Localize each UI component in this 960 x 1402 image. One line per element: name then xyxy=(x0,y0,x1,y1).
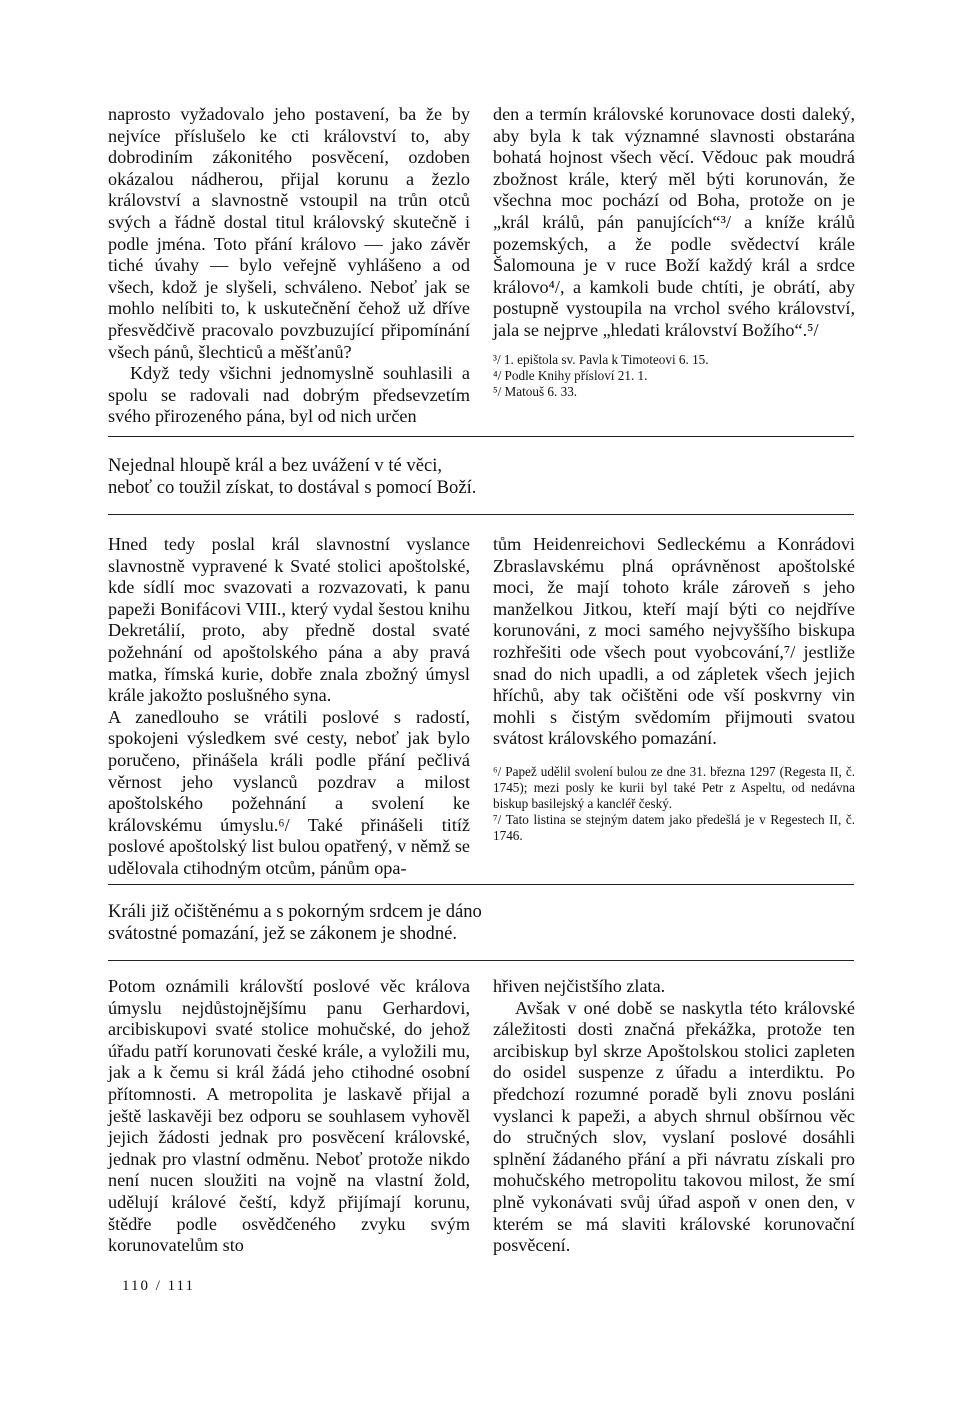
footnotes xyxy=(493,352,855,400)
section2-right-column xyxy=(493,534,855,844)
page-number: 110 / 111 xyxy=(122,1278,195,1294)
section3-right-column xyxy=(493,976,855,1257)
paragraph: A zanedlouho se vrátili poslové s radostí, spokojeni výsledkem své cesty, neboť jak bylo poručeno, přinášela králi podle přání pečlivá věrnost jeho vyslanců pozdrav a milost apoštolského požehnání a svolení ke královskému úmyslu.⁶/ Také přinášeli titíž poslové apoštolský list bulou opatřený, v němž se udělovala ctihodným otcům, pánům opa- xyxy=(108,706,470,878)
paragraph: hřiven nejčistšího zlata. xyxy=(493,976,666,996)
marginal-gloss xyxy=(108,455,476,498)
paragraph: Avšak v oné době se naskytla této královské záležitosti dosti značná překážka, protože ten arcibiskup byl skrze Apoštolskou stolici zapleten do osidel suspenze z úřadu a interdiktu. Po předchozí rozumné poradě byli znovu posláni vyslanci k papeži, a abych shrnul obšírnou věc do stručných slov, vyslaní poslové dosáhli splnění žádaného přání a při návratu získali pro mohučského metropolitu takovou milost, že smí plně vykonávati svůj úřad aspoň v onen den, v kterém se má slaviti královské korunovační posvěcení. xyxy=(493,997,855,1256)
footnote: ⁶/ Papež udělil svolení bulou ze dne 31. března 1297 (Regesta II, č. 1745); mezi posly ke kurii byl také Petr z Aspeltu, od nedávna biskup basilejský a kancléř český. xyxy=(493,763,855,811)
gloss-line: svátostné pomazání, jež se zákonem je shodné. xyxy=(108,922,458,944)
gloss-line: Nejednal hloupě král a bez uvážení v té věci, xyxy=(108,455,443,476)
paragraph: Hned tedy poslal král slavnostní vyslance slavnostně vypravené k Svaté stolici apoštolské, kde sídlí moc svazovati a rozvazovati, k panu papeži Bonifácovi VIII., který vydal šestou knihu Dekretálií, proto, aby předně dostal svaté požehnání od apoštolského pána a aby pravá matka, římská kurie, dobře znala zbožný úmysl krále jakožto poslušného syna. xyxy=(108,534,470,706)
divider-line xyxy=(108,514,854,515)
footnote: ⁴/ Podle Knihy přísloví 21. 1. xyxy=(493,367,648,383)
section1-right-column xyxy=(493,104,855,400)
paragraph: den a termín královské korunovace dosti daleký, aby byla k tak významné slavnosti obstarána bohatá hojnost všech věcí. Vědouc pak moudrá zbožnost krále, který měl býti korunován, že všechna moc pochází od Boha, protože on je „král králů, pán panujících“³/ a kníže králů pozemských, a že podle svědectví krále Šalomouna je v ruce Boží každý král a srdce královo⁴/, a kamkoli bude chtíti, je obrátí, aby postupně vystoupila na vrchol svého království, jala se nejprve „hledati království Božího“.⁵/ xyxy=(493,104,855,340)
footnotes xyxy=(493,764,855,844)
marginal-gloss xyxy=(108,901,482,944)
footnote: ⁷/ Tato listina se stejným datem jako předešlá je v Regestech II, č. 1746. xyxy=(493,811,855,843)
paragraph: Když tedy všichni jednomyslně souhlasili a spolu se radovali nad dobrým předsevzetím svého přirozeného pána, byl od nich určen xyxy=(108,363,470,427)
gloss-line: neboť co toužil získat, to dostával s pomocí Boží. xyxy=(108,476,477,498)
divider-line xyxy=(108,960,854,961)
footnote: ⁵/ Matouš 6. 33. xyxy=(493,383,578,399)
footnote: ³/ 1. epištola sv. Pavla k Timoteovi 6. 15. xyxy=(493,351,709,367)
paragraph: naprosto vyžadovalo jeho postavení, ba že by nejvíce příslušelo ke cti království to, aby dobrodiním zákonitého posvěcení, ozdoben okázalou nádherou, přijal korunu a žezlo království a slavnostně vstoupil na trůn otců svých a řádně dostal titul královský skutečně i podle jména. Toto přání královo — jako závěr tiché úvahy — bylo veřejně vyhlášeno a od všech, kdož je slyšeli, schváleno. Neboť jak se mohlo nelíbiti to, k uskutečnění čehož už dříve přesvědčivě pracovalo povzbuzující připomínání všech pánů, šlechticů a měšťanů? xyxy=(108,104,470,362)
paragraph: tům Heidenreichovi Sedleckému a Konrádovi Zbraslavskému plná oprávněnost apoštolské moci, že mají tohoto krále zároveň s jeho manželkou Jitkou, kteří mají býti co nejdříve korunováni, z moci samého nejvyššího biskupa rozhřešiti ode všech pout vyobcování,⁷/ jestliže snad do nich upadli, a od zápletek všech jejich hříchů, aby tak očištěni ode vší poskvrny vin mohli s čistým svědomím přijmouti svatou svátost královského pomazání. xyxy=(493,534,855,749)
section3-left-column xyxy=(108,976,470,1257)
divider-line xyxy=(108,436,854,437)
section2-left-column xyxy=(108,534,470,880)
gloss-line: Králi již očištěnému a s pokorným srdcem je dáno xyxy=(108,901,482,922)
section1-left-column xyxy=(108,104,470,428)
divider-line xyxy=(108,884,854,885)
paragraph: Potom oznámili královští poslové věc králova úmyslu nejdůstojnějšímu panu Gerhardovi, arcibiskupovi svaté stolice mohučské, do jehož úřadu patří korunovati české krále, a vyložili mu, jak a k čemu si král žádá jeho ctihodné osobní přítomnosti. A metropolita je laskavě přijal a ještě laskavěji bez odporu se souhlasem vyhověl jejich žádosti jednak pro posvěcení královské, jednak pro vlastní odměnu. Neboť protože nikdo není nucen sloužiti na vojně na vlastní žold, udělují králové čeští, když přijímají korunu, štědře podle osvědčeného zvyku svým korunovatelům sto xyxy=(108,976,470,1256)
